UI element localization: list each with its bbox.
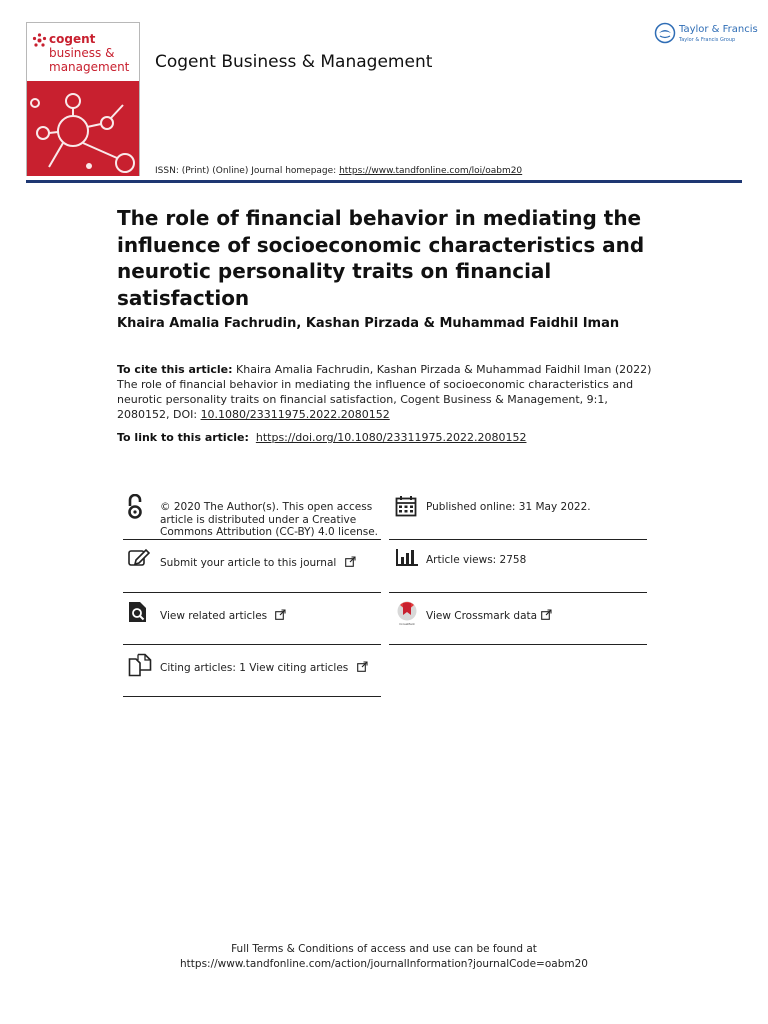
external-link-icon — [541, 609, 552, 620]
journal-homepage-link[interactable]: https://www.tandfonline.com/loi/oabm20 — [339, 166, 523, 176]
cite-text: Khaira Amalia Fachrudin, Kashan Pirzada & Muhammad Faidhil Iman (2022) The role of financial behavior in mediating the influence of socioeconomic characteristics and neurotic personality traits on financial satisfaction, Cogent Business & Management, 9:1, 2080152, DOI: — [117, 363, 652, 421]
submit-label-wrap — [160, 556, 356, 570]
related-label: View related articles — [160, 610, 268, 622]
citation-block — [117, 362, 662, 422]
journal-logo — [27, 23, 139, 81]
grid-divider — [123, 592, 381, 593]
grid-divider — [389, 592, 647, 593]
article-title: The role of financial behavior in mediating the influence of socioeconomic characteristics and neurotic personality traits on financial satisfaction — [117, 206, 645, 310]
article-link-block — [117, 430, 677, 445]
citing-label-wrap — [160, 661, 368, 675]
article-authors: Khaira Amalia Fachrudin, Kashan Pirzada & Muhammad Faidhil Iman — [117, 316, 620, 331]
edit-icon — [128, 548, 150, 568]
crossmark-label-wrap — [426, 609, 552, 623]
bar-chart-icon — [395, 548, 419, 567]
publisher-name: Taylor & Francis — [679, 24, 758, 35]
logo-line-2: business & — [49, 46, 115, 60]
cite-label: To cite this article: — [117, 363, 233, 376]
crossmark-badge: CrossMark — [399, 622, 415, 626]
calendar-icon — [395, 495, 417, 517]
footer-line-1: Full Terms & Conditions of access and use can be found at — [231, 943, 537, 955]
open-access-icon — [126, 494, 144, 520]
license-line: © 2020 The Author(s). This open access — [160, 501, 373, 513]
header-divider — [26, 180, 742, 183]
license-line: article is distributed under a Creative — [160, 513, 357, 526]
citing-label: Citing articles: 1 View citing articles — [160, 662, 349, 674]
grid-divider — [123, 539, 381, 540]
grid-divider — [123, 696, 381, 697]
published-date: Published online: 31 May 2022. — [426, 501, 591, 513]
publisher-subname: Taylor & Francis Group — [679, 37, 736, 43]
journal-title: Cogent Business & Management — [155, 52, 433, 72]
footer-terms-link[interactable]: https://www.tandfonline.com/action/journalInformation?journalCode=oabm20 — [180, 958, 588, 970]
cover-artwork — [27, 81, 139, 176]
issn-label: ISSN: (Print) (Online) Journal homepage: — [155, 166, 337, 176]
crossmark-label: View Crossmark data — [426, 610, 538, 622]
external-link-icon — [357, 661, 368, 672]
cogent-star-icon — [32, 33, 47, 48]
copy-documents-icon — [128, 653, 152, 677]
footer-terms — [0, 942, 768, 972]
article-doi-link[interactable]: https://doi.org/10.1080/23311975.2022.2080152 — [255, 431, 527, 444]
grid-divider — [389, 539, 647, 540]
external-link-icon — [275, 609, 286, 620]
article-views: Article views: 2758 — [426, 554, 527, 566]
grid-divider — [389, 644, 647, 645]
cite-doi-link[interactable]: 10.1080/23311975.2022.2080152 — [200, 408, 390, 421]
journal-cover-thumbnail — [26, 22, 140, 176]
submit-label: Submit your article to this journal — [160, 557, 337, 569]
external-link-icon — [345, 556, 356, 567]
link-label: To link to this article: — [117, 431, 249, 444]
related-label-wrap — [160, 609, 286, 623]
grid-divider — [123, 644, 381, 645]
logo-line-1: cogent — [49, 32, 96, 46]
license-text — [160, 501, 380, 539]
license-line: Commons Attribution (CC-BY) 4.0 license. — [160, 526, 379, 538]
publisher-logo[interactable] — [654, 22, 758, 48]
search-document-icon — [128, 601, 148, 623]
taylor-francis-icon — [654, 22, 676, 44]
logo-line-3: management — [49, 60, 130, 74]
issn-line — [155, 166, 522, 176]
network-illustration — [27, 81, 139, 176]
